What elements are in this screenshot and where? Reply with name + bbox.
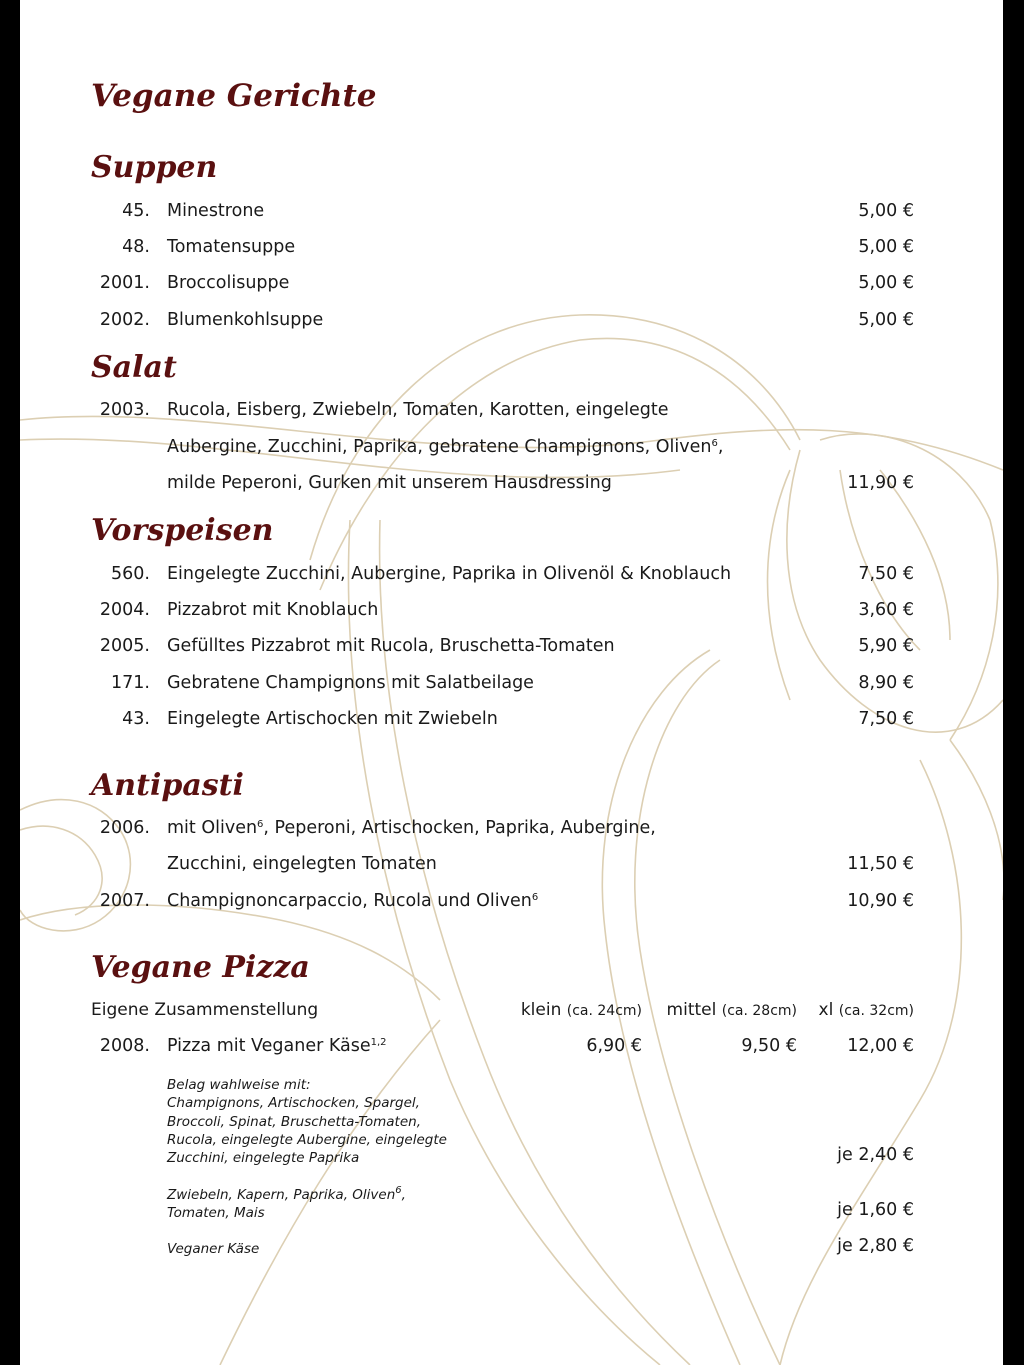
- pizza-size-header: [20, 995, 1003, 1025]
- section-heading-vorspeisen: Vorspeisen: [91, 513, 274, 548]
- menu-item-continuation: [20, 432, 1003, 462]
- text-part: ,: [401, 1187, 406, 1203]
- item-name: [167, 886, 538, 916]
- menu-item: [20, 668, 1003, 698]
- allergen-footnote: 1,2: [370, 1037, 387, 1048]
- menu-item: [20, 196, 1003, 226]
- item-name: [167, 1031, 387, 1061]
- allergen-footnote: 6: [395, 1185, 402, 1196]
- section-heading-salat: Salat: [91, 350, 177, 385]
- item-number: 45.: [122, 201, 150, 221]
- allergen-footnote: 6: [711, 438, 718, 449]
- section-heading-suppen: Suppen: [91, 150, 218, 185]
- item-description-line: milde Peperoni, Gurken mit unserem Hausdressing: [167, 473, 612, 493]
- size-medium: [667, 995, 797, 1026]
- item-name: Blumenkohlsuppe: [167, 310, 324, 330]
- menu-item: [20, 268, 1003, 298]
- item-price: 10,90 €: [847, 891, 914, 911]
- item-description-line: [167, 813, 656, 843]
- allergen-footnote: 6: [531, 892, 539, 903]
- text-part: Zwiebeln, Kapern, Paprika, Oliven: [167, 1187, 396, 1203]
- price-xl: 12,00 €: [847, 1036, 914, 1056]
- menu-item: [20, 813, 1003, 843]
- text-part: , Peperoni, Artischocken, Paprika, Aubergine,: [263, 818, 656, 838]
- item-price: 5,00 €: [858, 273, 914, 293]
- topping-price: je 1,60 €: [837, 1200, 914, 1220]
- item-price: 3,60 €: [858, 600, 914, 620]
- item-name: Broccolisuppe: [167, 273, 290, 293]
- menu-item: [20, 631, 1003, 661]
- item-number: 2006.: [99, 818, 150, 838]
- item-number: 2001.: [99, 273, 150, 293]
- item-description-line: Rucola, Eisberg, Zwiebeln, Tomaten, Karotten, eingelegte: [167, 400, 669, 420]
- item-number: 171.: [111, 673, 150, 693]
- item-description-line: [167, 432, 723, 462]
- item-name: Pizzabrot mit Knoblauch: [167, 600, 379, 620]
- item-name: Gebratene Champignons mit Salatbeilage: [167, 673, 534, 693]
- menu-item-continuation: [20, 849, 1003, 879]
- item-name: Eingelegte Artischocken mit Zwiebeln: [167, 709, 498, 729]
- page-title: Vegane Gerichte: [91, 78, 377, 114]
- price-small: 6,90 €: [586, 1036, 642, 1056]
- topping-line: Belag wahlweise mit:: [167, 1077, 311, 1093]
- topping-line: Veganer Käse: [167, 1241, 260, 1257]
- menu-item: [20, 704, 1003, 734]
- item-price: 5,00 €: [858, 310, 914, 330]
- text-part: Champignoncarpaccio, Rucola und Oliven: [167, 891, 532, 911]
- item-price: 11,90 €: [847, 473, 914, 493]
- text-part: Pizza mit Veganer Käse: [167, 1036, 371, 1056]
- item-price: 7,50 €: [858, 564, 914, 584]
- size-detail: (ca. 28cm): [721, 1003, 797, 1019]
- item-number: 48.: [122, 237, 150, 257]
- section-heading-antipasti: Antipasti: [91, 768, 244, 803]
- item-name: Eingelegte Zucchini, Aubergine, Paprika in Olivenöl & Knoblauch: [167, 564, 732, 584]
- topping-line: Tomaten, Mais: [167, 1205, 265, 1222]
- topping-group: [167, 1186, 467, 1223]
- menu-item: [20, 232, 1003, 262]
- item-number: 560.: [111, 564, 150, 584]
- topping-price: je 2,80 €: [837, 1236, 914, 1256]
- menu-item: [20, 595, 1003, 625]
- menu-item: [20, 559, 1003, 589]
- size-small: [521, 995, 642, 1026]
- pizza-intro: Eigene Zusammenstellung: [91, 1000, 319, 1020]
- item-description-line: Zucchini, eingelegten Tomaten: [167, 854, 437, 874]
- menu-item-continuation: [20, 468, 1003, 498]
- topping-line: [167, 1186, 467, 1204]
- size-detail: (ca. 32cm): [838, 1003, 914, 1019]
- item-price: 7,50 €: [858, 709, 914, 729]
- topping-group: [167, 1076, 467, 1167]
- item-price: 5,00 €: [858, 237, 914, 257]
- topping-line: Zucchini, eingelegte Paprika: [167, 1150, 360, 1167]
- item-number: 43.: [122, 709, 150, 729]
- size-label: mittel: [666, 1000, 717, 1020]
- topping-price: je 2,40 €: [837, 1145, 914, 1165]
- size-label: klein: [520, 1000, 562, 1020]
- size-xl: [819, 995, 914, 1026]
- text-part: ,: [717, 437, 724, 457]
- item-number: 2007.: [99, 891, 150, 911]
- allergen-footnote: 6: [257, 819, 264, 830]
- menu-item: [20, 395, 1003, 425]
- item-price: 5,00 €: [858, 201, 914, 221]
- text-part: mit Oliven: [167, 818, 258, 838]
- item-number: 2002.: [99, 310, 150, 330]
- item-number: 2008.: [99, 1036, 150, 1056]
- price-medium: 9,50 €: [741, 1036, 797, 1056]
- menu-item: [20, 1031, 1003, 1061]
- menu-item: [20, 886, 1003, 916]
- item-name: Tomatensuppe: [167, 237, 296, 257]
- item-name: Minestrone: [167, 201, 265, 221]
- menu-page: [20, 0, 1003, 1365]
- section-heading-pizza: Vegane Pizza: [91, 950, 310, 985]
- item-number: 2003.: [99, 400, 150, 420]
- topping-line: Champignons, Artischocken, Spargel,: [167, 1095, 420, 1112]
- topping-line: Broccoli, Spinat, Bruschetta-Tomaten,: [167, 1113, 421, 1130]
- size-detail: (ca. 24cm): [566, 1003, 642, 1019]
- size-label: xl: [818, 1000, 834, 1020]
- menu-content: [20, 0, 1003, 1365]
- topping-line: Rucola, eingelegte Aubergine, eingelegte: [167, 1131, 447, 1148]
- item-price: 5,90 €: [858, 636, 914, 656]
- text-part: Aubergine, Zucchini, Paprika, gebratene Champignons, Oliven: [167, 437, 712, 457]
- item-number: 2005.: [99, 636, 150, 656]
- item-number: 2004.: [99, 600, 150, 620]
- item-name: Gefülltes Pizzabrot mit Rucola, Bruschetta-Tomaten: [167, 636, 615, 656]
- topping-group: [167, 1240, 467, 1258]
- item-price: 11,50 €: [847, 854, 914, 874]
- item-price: 8,90 €: [858, 673, 914, 693]
- menu-item: [20, 305, 1003, 335]
